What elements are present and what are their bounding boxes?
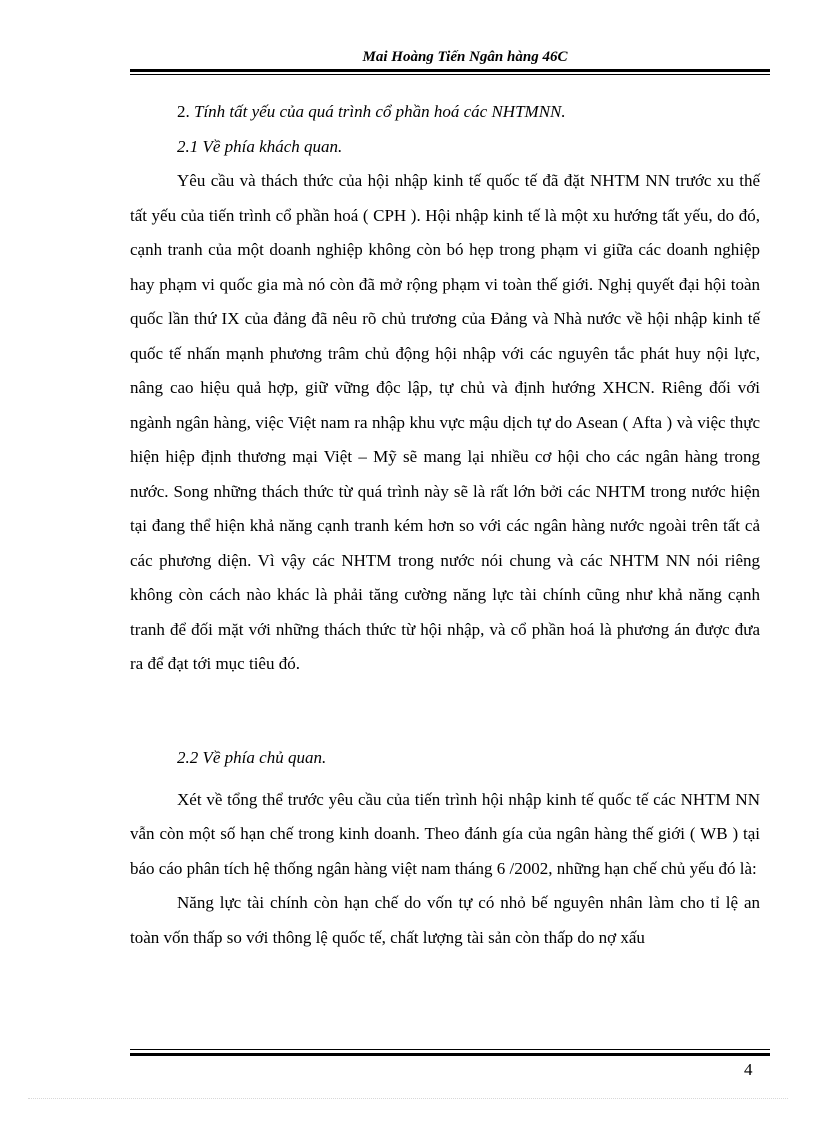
lower-body (130, 748, 760, 955)
section-2-2-title: 2.2 Về phía chủ quan. (177, 748, 327, 767)
footer-rule-thin (130, 1049, 770, 1050)
header-rule-thick (130, 69, 770, 72)
section-2-title: Tính tất yếu của quá trình cổ phần hoá các NHTMNN. (194, 102, 566, 121)
upper-body (130, 95, 760, 682)
section-2-2-paragraph-1: Xét về tổng thể trước yêu cầu của tiến trình hội nhập kinh tế quốc tế các NHTM NN vẫn còn một số hạn chế trong kinh doanh. Theo đánh gía của ngân hàng thế giới ( WB ) tại báo cáo phân tích hệ thống ngân hàng việt nam tháng 6 /2002, những hạn chế chủ yếu đó là: (130, 789, 760, 878)
section-2-2-paragraph-2: Năng lực tài chính còn hạn chế do vốn tự có nhỏ bế nguyên nhân làm cho tỉ lệ an toàn vốn thấp so với thông lệ quốc tế, chất lượng tài sản còn thấp do nợ xấu (130, 893, 760, 947)
footer-rule-thick (130, 1053, 770, 1056)
running-header-title: Mai Hoàng Tiến Ngân hàng 46C (362, 49, 568, 65)
page-number: 4 (744, 1060, 753, 1079)
section-2-1-title: 2.1 Về phía khách quan. (177, 136, 343, 156)
header-rule-thin (130, 74, 770, 75)
section-2-heading (130, 95, 760, 130)
section-2-number: 2. (177, 102, 194, 121)
section-2-1-heading (130, 130, 760, 165)
page-edge-dots (28, 1098, 788, 1099)
section-2-1-paragraph: Yêu cầu và thách thức của hội nhập kinh tế quốc tế đã đặt NHTM NN trước xu thế tất yếu của tiến trình cổ phần hoá ( CPH ). Hội nhập kinh tế là một xu hướng tất yếu, do đó, cạnh tranh của một doanh nghiệp không còn bó hẹp trong phạm vi giữa các doanh nghiệp hay phạm vi quốc gia mà nó còn đã mở rộng phạm vi toàn thế giới. Nghị quyết đại hội toàn quốc lần thứ IX của đảng đã nêu rõ chủ trương của Đảng và Nhà nước về hội nhập kinh tế quốc tế nhấn mạnh phương trâm chủ động hội nhập với các nguyên tắc phát huy nội lực, nâng cao hiệu quả hợp, giữ vững độc lập, tự chủ và định hướng XHCN. Riêng đối với ngành ngân hàng, việc Việt nam ra nhập khu vực mậu dịch tự do Asean ( Afta ) và việc thực hiện hiệp định thương mại Việt – Mỹ sẽ mang lại nhiều cơ hội cho các ngân hàng trong nước. Song những thách thức từ quá trình này sẽ là rất lớn bởi các NHTM trong nước hiện tại đang thể hiện khả năng cạnh tranh kém hơn so với các ngân hàng nước ngoài trên tất cả các phương diện. Vì vậy các NHTM trong nước nói chung và các NHTM NN nói riêng không còn cách nào khác là phải tăng cường năng lực tài chính cũng như khả năng cạnh tranh để đối mặt với những thách thức từ hội nhập, và cổ phần hoá là phương án được đưa ra để đạt tới mục tiêu đó. (130, 171, 760, 673)
